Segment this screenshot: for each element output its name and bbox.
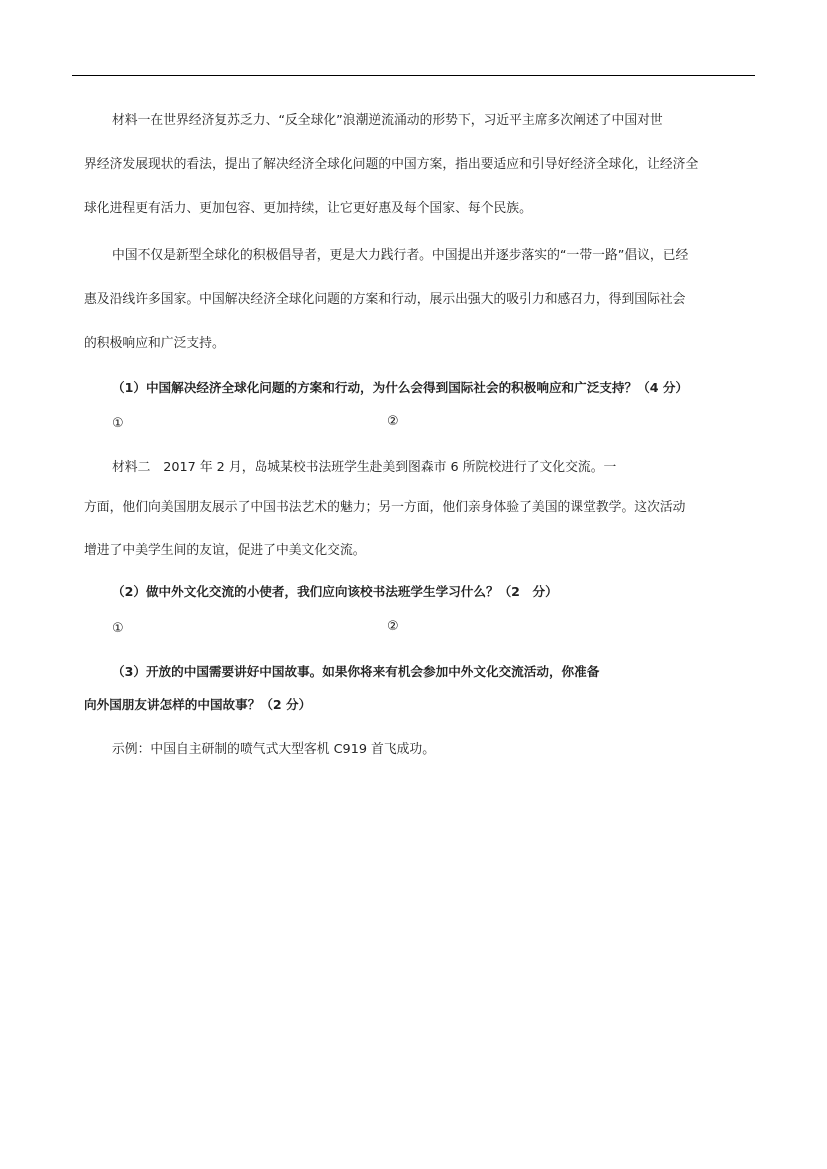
material1-line-2: 界经济发展现状的看法，提出了解决经济全球化问题的中国方案，指出要适应和引导好经济全球化，让经济全 (84, 157, 699, 172)
question1-text: （1）中国解决经济全球化问题的方案和行动，为什么会得到国际社会的积极响应和广泛支持？（4 分） (112, 380, 689, 395)
material1-para2-line-3: 的积极响应和广泛支持。 (84, 336, 225, 351)
question1-answer-mark-2: ② (387, 414, 399, 429)
material2-line-1: 材料二 2017 年 2 月，岛城某校书法班学生赴美到图森市 6 所院校进行了文化交流。一 (112, 460, 617, 475)
material1-para2-line-1: 中国不仅是新型全球化的积极倡导者，更是大力践行者。中国提出并逐步落实的“一带一路”倡议，已经 (112, 248, 689, 263)
material1-line-1: 材料一在世界经济复苏乏力、“反全球化”浪潮逆流涌动的形势下，习近平主席多次阐述了中国对世 (112, 113, 663, 128)
question1-answer-mark-1: ① (112, 416, 124, 431)
material1-para2-line-2: 惠及沿线许多国家。中国解决经济全球化问题的方案和行动，展示出强大的吸引力和感召力，得到国际社会 (84, 292, 686, 307)
example-text: 示例：中国自主研制的喷气式大型客机 C919 首飞成功。 (112, 742, 436, 757)
question3-line-1: （3）开放的中国需要讲好中国故事。如果你将来有机会参加中外文化交流活动，你准备 (112, 664, 600, 679)
material1-line-3: 球化进程更有活力、更加包容、更加持续，让它更好惠及每个国家、每个民族。 (84, 201, 532, 216)
question2-answer-mark-2: ② (387, 619, 399, 634)
material2-line-2: 方面，他们向美国朋友展示了中国书法艺术的魅力；另一方面，他们亲身体验了美国的课堂教学。这次活动 (84, 500, 686, 515)
material2-line-3: 增进了中美学生间的友谊，促进了中美文化交流。 (84, 543, 366, 558)
question2-text: （2）做中外文化交流的小使者，我们应向该校书法班学生学习什么？（2 分） (112, 584, 558, 599)
header-rule (72, 75, 755, 76)
question2-answer-mark-1: ① (112, 621, 124, 636)
question3-line-2: 向外国朋友讲怎样的中国故事？（2 分） (84, 697, 312, 712)
